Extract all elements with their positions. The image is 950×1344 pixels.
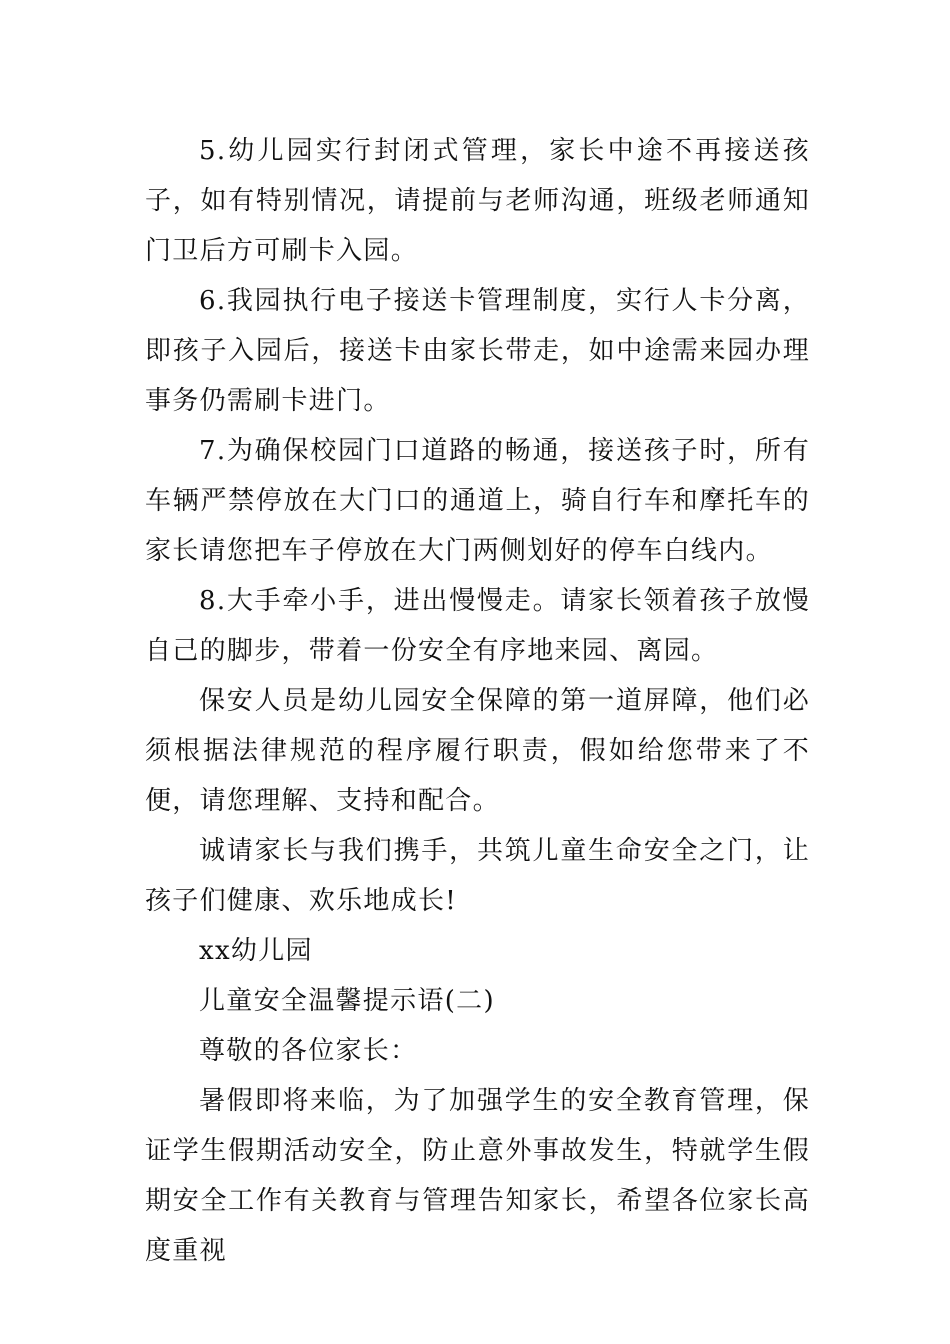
paragraph-summer-notice: 暑假即将来临，为了加强学生的安全教育管理，保证学生假期活动安全，防止意外事故发生，特就学生假期安全工作有关教育与管理告知家长，希望各位家长高度重视 xyxy=(145,1086,810,1266)
section-title: 儿童安全温馨提示语(二) xyxy=(199,986,495,1016)
signature: xx幼儿园 xyxy=(199,936,313,966)
paragraph-item-8: 8.大手牵小手，进出慢慢走。请家长领着孩子放慢自己的脚步，带着一份安全有序地来园、离园。 xyxy=(145,586,810,666)
paragraph-item-6: 6.我园执行电子接送卡管理制度，实行人卡分离，即孩子入园后，接送卡由家长带走，如中途需来园办理事务仍需刷卡进门。 xyxy=(145,286,810,416)
paragraph-appeal: 诚请家长与我们携手，共筑儿童生命安全之门，让孩子们健康、欢乐地成长! xyxy=(145,836,810,916)
paragraph-security-staff: 保安人员是幼儿园安全保障的第一道屏障，他们必须根据法律规范的程序履行职责，假如给您带来了不便，请您理解、支持和配合。 xyxy=(145,686,810,816)
paragraph-item-5: 5.幼儿园实行封闭式管理，家长中途不再接送孩子，如有特别情况，请提前与老师沟通，班级老师通知门卫后方可刷卡入园。 xyxy=(145,136,810,266)
paragraph-item-7: 7.为确保校园门口道路的畅通，接送孩子时，所有车辆严禁停放在大门口的通道上，骑自行车和摩托车的家长请您把车子停放在大门两侧划好的停车白线内。 xyxy=(145,436,810,566)
greeting: 尊敬的各位家长： xyxy=(199,1036,418,1066)
document-body xyxy=(145,126,810,1276)
